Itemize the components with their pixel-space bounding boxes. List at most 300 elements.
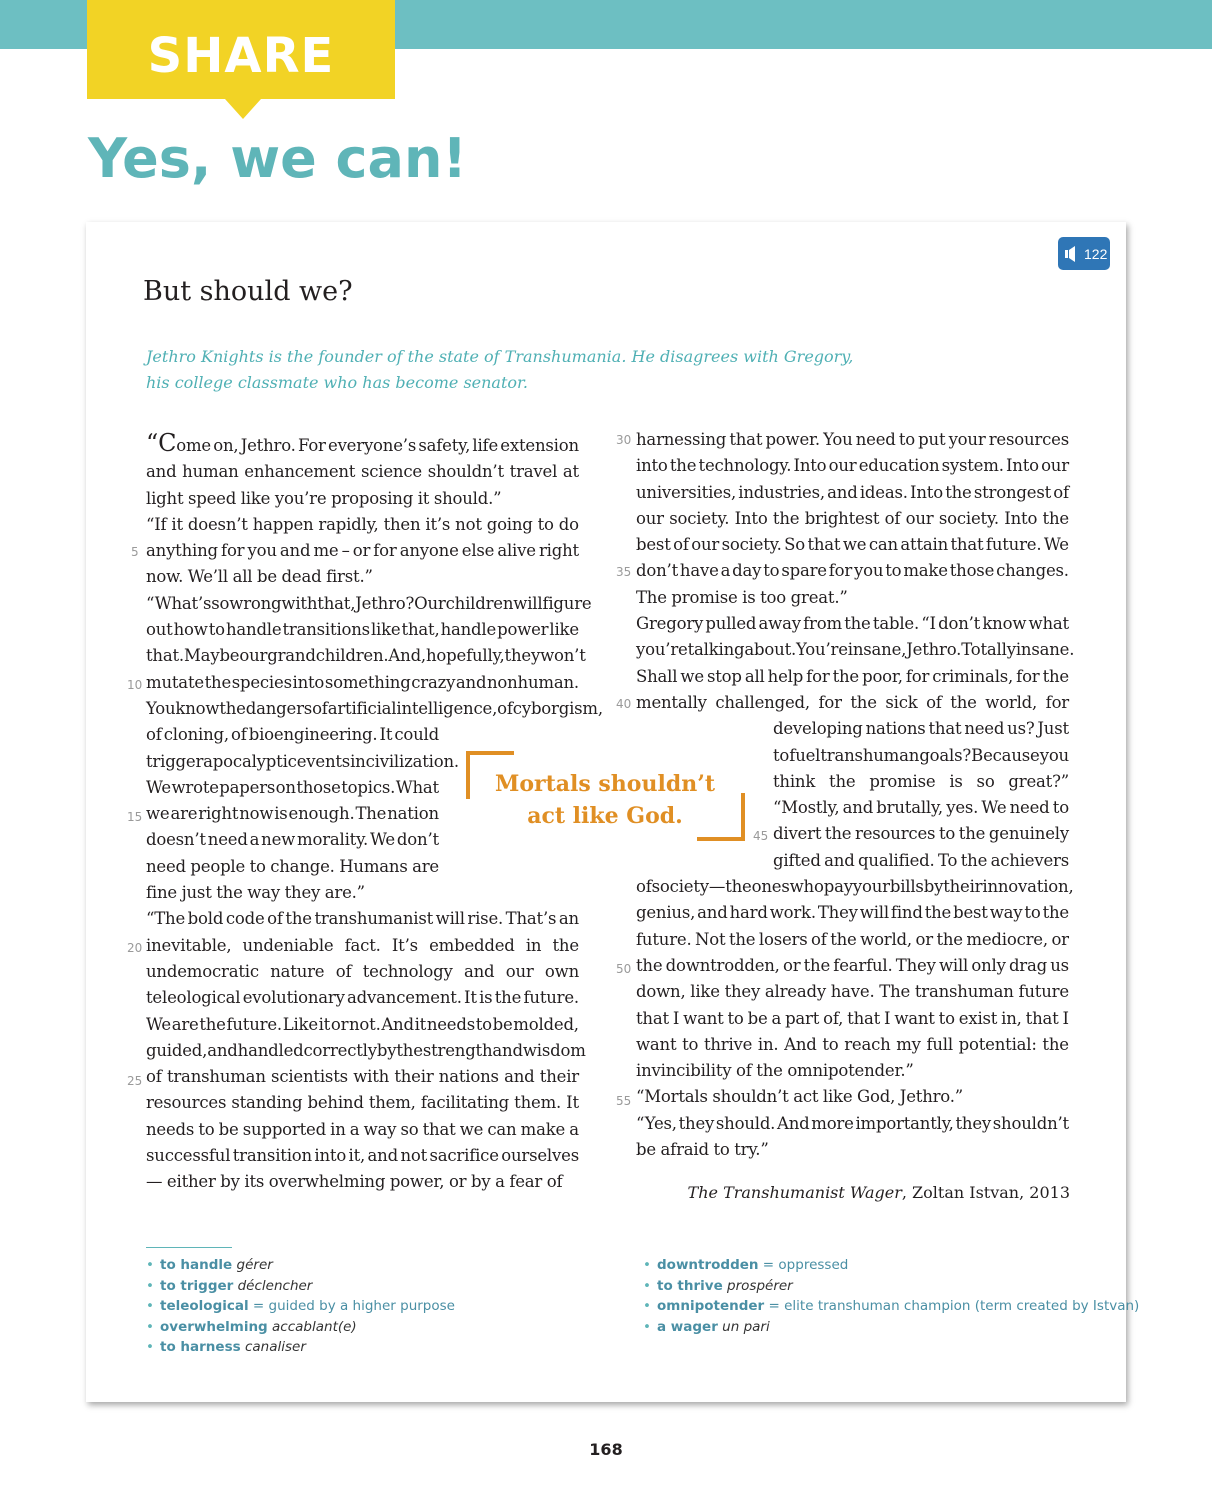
word: to: [763, 561, 780, 581]
word: that: [950, 535, 984, 555]
word: education: [858, 456, 940, 476]
word: “Yes,: [636, 1113, 677, 1133]
line-number: 20: [127, 941, 143, 955]
word: society.: [721, 535, 782, 555]
word: find: [890, 903, 923, 923]
word: future.: [636, 929, 692, 949]
pull-quote-line: act like God.: [527, 803, 683, 829]
word: the: [830, 929, 857, 949]
word: promise: [671, 587, 738, 607]
word: of: [267, 909, 283, 929]
word: and: [455, 672, 487, 692]
word: transhumanist: [314, 909, 434, 929]
word: world,: [985, 692, 1038, 712]
word: Jethro.: [906, 640, 962, 660]
word: Jethro?: [355, 593, 415, 613]
word: your: [852, 877, 890, 897]
word: travel: [509, 462, 558, 482]
text-line: [636, 1137, 1069, 1163]
section-label: [87, 0, 395, 99]
word: and: [824, 850, 855, 870]
word: ourselves: [501, 1146, 579, 1166]
word: want: [683, 1008, 724, 1028]
word: by: [470, 1172, 491, 1192]
text-line: [146, 722, 439, 748]
word: Jethro.: [240, 436, 296, 455]
word: to: [898, 430, 915, 449]
word: is: [479, 988, 493, 1008]
text-line: [146, 670, 579, 696]
word: supported: [242, 1119, 326, 1139]
word: topics.: [341, 777, 396, 797]
word: happen: [252, 514, 314, 534]
word: us?: [1007, 719, 1035, 739]
word: losers: [758, 929, 808, 949]
glossary-term: overwhelming: [160, 1318, 268, 1335]
intro-line: Jethro Knights is the founder of the state of Transhumania. He disagrees with Gregory,: [146, 347, 854, 366]
word: away: [758, 614, 801, 634]
glossary-term: omnipotender: [657, 1298, 765, 1315]
word: a: [771, 1008, 782, 1028]
word: handle: [440, 620, 497, 640]
word: papers: [219, 777, 276, 797]
text-line: [146, 1038, 586, 1064]
word: it: [318, 1014, 331, 1034]
line-number: 25: [127, 1074, 143, 1088]
word: the: [824, 824, 852, 844]
audio-track-button[interactable]: [1058, 237, 1110, 270]
word: something: [324, 672, 411, 692]
word: will: [513, 593, 543, 613]
word: our: [1041, 456, 1069, 476]
word: all: [744, 666, 765, 686]
word: that,: [317, 593, 356, 613]
word: Gregory: [636, 614, 704, 634]
word: in: [330, 1119, 346, 1139]
word: the: [494, 988, 522, 1008]
text-line: [636, 453, 1069, 479]
text-line: [146, 1090, 579, 1116]
word: omnipotender.”: [787, 1061, 914, 1081]
word: it: [414, 1014, 427, 1034]
word: ideas.: [859, 482, 908, 502]
word: so: [211, 593, 230, 613]
word: for: [1045, 692, 1069, 712]
word: And,: [388, 646, 426, 666]
word: life: [472, 436, 499, 455]
glossary-item: [643, 1255, 1139, 1276]
word: own: [544, 961, 579, 981]
word: doesn’t: [187, 514, 248, 534]
word: grandchildren.: [267, 646, 389, 666]
word: needs: [146, 1119, 195, 1139]
text-line: [146, 617, 579, 643]
word: or: [448, 1172, 467, 1192]
text-line: [636, 637, 1075, 663]
word: how: [173, 620, 208, 640]
word: What: [395, 777, 439, 797]
word: know: [982, 614, 1027, 634]
glossary-item: [146, 1296, 455, 1317]
word: should.”: [433, 488, 502, 508]
word: It: [464, 988, 477, 1008]
word: transhuman: [820, 745, 920, 765]
word: —: [146, 1172, 163, 1192]
word: the: [829, 771, 856, 791]
word: your: [948, 430, 986, 449]
word: shouldn’t: [427, 462, 504, 482]
word: to: [1052, 798, 1069, 818]
word: of: [546, 1172, 563, 1192]
word: “The: [146, 909, 186, 929]
word: They: [895, 955, 936, 975]
word: The: [636, 587, 667, 607]
section-label-text: SHARE: [147, 28, 335, 84]
word: anyone: [399, 541, 459, 561]
word: the: [960, 850, 988, 870]
word: our: [828, 456, 857, 476]
word: don’t: [938, 614, 981, 634]
word: the: [958, 824, 986, 844]
word: Not: [695, 929, 726, 949]
word: part: [785, 1008, 820, 1028]
word: to: [537, 514, 554, 534]
word: shouldn’t: [992, 1113, 1069, 1133]
word: don’t: [636, 561, 678, 581]
word: of: [312, 698, 328, 718]
word: its: [244, 1172, 265, 1192]
word: be: [636, 1140, 656, 1160]
text-line: [636, 1084, 1069, 1110]
glossary-item: [146, 1276, 455, 1297]
word: at: [562, 462, 579, 482]
word: correctly: [303, 1040, 377, 1060]
word: Into: [734, 508, 768, 528]
word: be: [218, 1119, 239, 1139]
word: that: [807, 535, 841, 555]
word: table.: [872, 614, 920, 634]
word: Maybe: [183, 646, 240, 666]
word: put: [918, 430, 946, 449]
word: not: [400, 1146, 428, 1166]
word: We: [146, 777, 171, 797]
word: think: [773, 771, 816, 791]
word: gifted: [773, 850, 821, 870]
word: code: [225, 909, 265, 929]
word: brightest: [804, 508, 880, 528]
word: Into: [1004, 508, 1038, 528]
word: sacrifice: [429, 1146, 499, 1166]
word: need: [207, 830, 248, 850]
word: all: [232, 567, 253, 587]
word: society.: [669, 508, 730, 528]
glossary-left: [146, 1255, 455, 1358]
word: a: [720, 561, 731, 581]
word: crazy: [411, 672, 456, 692]
text-line: [146, 959, 579, 985]
word: of: [497, 698, 513, 718]
word: we: [680, 666, 704, 686]
word: is: [274, 804, 288, 824]
text-line: [146, 749, 459, 775]
word: need: [855, 430, 896, 449]
word: of: [736, 1061, 752, 1081]
word: hopefully,: [425, 646, 505, 666]
text-line: [636, 427, 1069, 453]
word: genius,: [636, 903, 696, 923]
word: Our: [414, 593, 446, 613]
word: who: [789, 877, 824, 897]
glossary-item: [146, 1337, 455, 1358]
word: them.: [514, 1093, 562, 1113]
word: hard: [729, 903, 768, 923]
word: handle: [225, 620, 282, 640]
word: they: [504, 646, 541, 666]
word: future.: [523, 988, 579, 1008]
word: of: [884, 508, 901, 528]
text-line: [636, 506, 1069, 532]
word: “I: [921, 614, 936, 634]
text-line: [636, 585, 1069, 611]
text-line: [636, 1058, 1069, 1084]
word: of: [230, 725, 247, 745]
word: want: [636, 1034, 677, 1054]
word: and: [146, 462, 177, 482]
glossary-separator: =: [758, 1257, 779, 1273]
word: and: [827, 482, 858, 502]
word: We: [370, 830, 395, 850]
word: can: [868, 535, 898, 555]
text-line: [146, 429, 579, 459]
word: are: [170, 804, 198, 824]
glossary-term: teleological: [160, 1298, 249, 1315]
word: Humans: [339, 856, 408, 876]
word: will: [938, 955, 969, 975]
word: to: [727, 1008, 744, 1028]
word: for: [373, 541, 397, 561]
word: ones: [751, 877, 790, 897]
text-line: [146, 538, 579, 564]
word: and: [367, 1146, 398, 1166]
word: the: [285, 909, 312, 929]
word: dead: [281, 567, 322, 587]
word: of: [673, 535, 689, 555]
word: and: [207, 1040, 238, 1060]
text-line: [636, 558, 1069, 584]
word: light: [146, 488, 184, 508]
word: that: [928, 719, 962, 739]
word: us: [1050, 955, 1069, 975]
word: anything: [146, 541, 218, 561]
word: “Mortals: [636, 1087, 708, 1107]
word: the: [728, 929, 756, 949]
word: everyone’s: [328, 436, 417, 455]
word: and: [504, 1067, 535, 1087]
word: to: [938, 824, 956, 844]
word: shouldn’t: [712, 1087, 789, 1107]
word: to: [822, 1034, 839, 1054]
word: They: [817, 903, 858, 923]
word: fear: [509, 1172, 543, 1192]
word: bold: [187, 909, 224, 929]
word: way: [363, 1119, 397, 1139]
text-line: [146, 1169, 579, 1195]
word: resources: [988, 430, 1069, 449]
word: The: [355, 804, 387, 824]
word: like: [690, 982, 720, 1002]
word: doesn’t: [146, 830, 206, 850]
word: figure: [542, 593, 592, 613]
word: with: [353, 1067, 390, 1087]
glossary-translation: un pari: [722, 1318, 770, 1335]
word: to: [1024, 903, 1041, 923]
line-number: 35: [616, 565, 632, 579]
word: dangers: [245, 698, 313, 718]
word: only: [971, 955, 1006, 975]
word: promise: [869, 771, 936, 791]
word: It’s: [391, 935, 418, 955]
word: by: [220, 1172, 240, 1192]
word: We: [1043, 535, 1069, 555]
word: I: [884, 1008, 891, 1028]
word: with: [281, 593, 318, 613]
word: on,: [213, 436, 239, 455]
word: of: [146, 725, 162, 745]
text-line: [636, 953, 1069, 979]
word: should.: [715, 1113, 776, 1133]
line-number: 5: [131, 545, 139, 559]
word: their: [943, 877, 983, 897]
word: nation: [387, 804, 439, 824]
word: bills: [889, 877, 924, 897]
word: civilization.: [365, 751, 459, 771]
word: that: [847, 1008, 881, 1028]
word: world,: [860, 929, 912, 949]
word: of: [335, 961, 352, 981]
word: or: [782, 955, 801, 975]
glossary-term: a wager: [657, 1318, 718, 1335]
text-line: [636, 716, 1069, 742]
text-line: [146, 696, 603, 722]
word: harnessing: [636, 430, 727, 449]
page-number: 168: [589, 1440, 623, 1459]
word: we: [146, 804, 170, 824]
word: nations: [438, 1067, 499, 1087]
word: make: [903, 561, 948, 581]
word: embedded: [429, 935, 515, 955]
glossary-translation: accablant(e): [272, 1318, 357, 1335]
word: to: [249, 856, 266, 876]
word: full: [926, 1034, 953, 1054]
word: on: [275, 777, 296, 797]
word: they: [955, 1113, 992, 1133]
word: that: [1025, 1008, 1059, 1028]
word: We: [981, 798, 1007, 818]
glossary-term: to harness: [160, 1339, 241, 1356]
word: advancement.: [347, 988, 462, 1008]
word: the: [832, 666, 860, 686]
drop-cap: “C: [146, 429, 177, 457]
word: qualified.: [858, 850, 935, 870]
glossary-translation: gérer: [236, 1257, 273, 1273]
text-line: [146, 459, 579, 485]
word: you’re: [274, 488, 327, 508]
word: safety,: [418, 436, 471, 455]
word: in: [525, 935, 542, 955]
word: We’ll: [187, 567, 228, 587]
word: fuel: [789, 745, 821, 765]
word: to: [475, 1014, 492, 1034]
glossary-item: [643, 1317, 1139, 1338]
text-line: [636, 611, 1069, 637]
page-title: Yes, we can!: [88, 127, 468, 190]
word: those: [949, 561, 995, 581]
word: exist: [958, 1008, 998, 1028]
word: that,: [401, 620, 440, 640]
word: cloning,: [163, 725, 229, 745]
word: extension: [500, 436, 579, 455]
glossary-definition: elite transhuman champion (term created by Istvan): [784, 1298, 1140, 1315]
word: “If: [146, 514, 167, 534]
word: enough.: [288, 804, 355, 824]
word: And: [776, 1113, 810, 1133]
word: power: [497, 620, 549, 640]
glossary-term: to thrive: [657, 1277, 723, 1294]
word: you: [1039, 745, 1069, 765]
word: an: [558, 909, 579, 929]
word: in.: [757, 1034, 779, 1054]
word: or: [1051, 929, 1069, 949]
word: need: [964, 719, 1005, 739]
word: for: [1016, 666, 1040, 686]
text-line: [636, 743, 1069, 769]
word: help: [767, 666, 804, 686]
word: the: [936, 929, 963, 949]
word: into: [292, 672, 325, 692]
word: for: [818, 692, 842, 712]
word: way: [989, 903, 1023, 923]
word: That’s: [505, 909, 557, 929]
glossary-translation: déclencher: [237, 1277, 313, 1294]
word: people: [190, 856, 246, 876]
speaker-icon: [1064, 245, 1082, 263]
word: either: [166, 1172, 216, 1192]
word: invincibility: [636, 1061, 732, 1081]
word: the: [756, 1061, 783, 1081]
word: innovation,: [982, 877, 1074, 897]
word: that: [729, 430, 763, 449]
line-number: 55: [616, 1094, 632, 1108]
word: the: [945, 482, 972, 502]
word: and: [492, 1040, 523, 1060]
word: Shall: [636, 666, 678, 686]
word: yes.: [946, 798, 979, 818]
word: future: [1018, 982, 1069, 1002]
word: spare: [781, 561, 827, 581]
line-number: 40: [616, 697, 632, 711]
word: facilitating: [420, 1093, 510, 1113]
word: the: [636, 955, 663, 975]
word: the: [1042, 508, 1069, 528]
word: to: [198, 1119, 215, 1139]
word: those: [296, 777, 341, 797]
word: thrive: [703, 1034, 753, 1054]
word: insane.: [1015, 640, 1075, 660]
article-subtitle: But should we?: [143, 276, 353, 307]
word: future.: [226, 1014, 282, 1034]
word: need: [1009, 798, 1050, 818]
text-line: [636, 848, 1069, 874]
